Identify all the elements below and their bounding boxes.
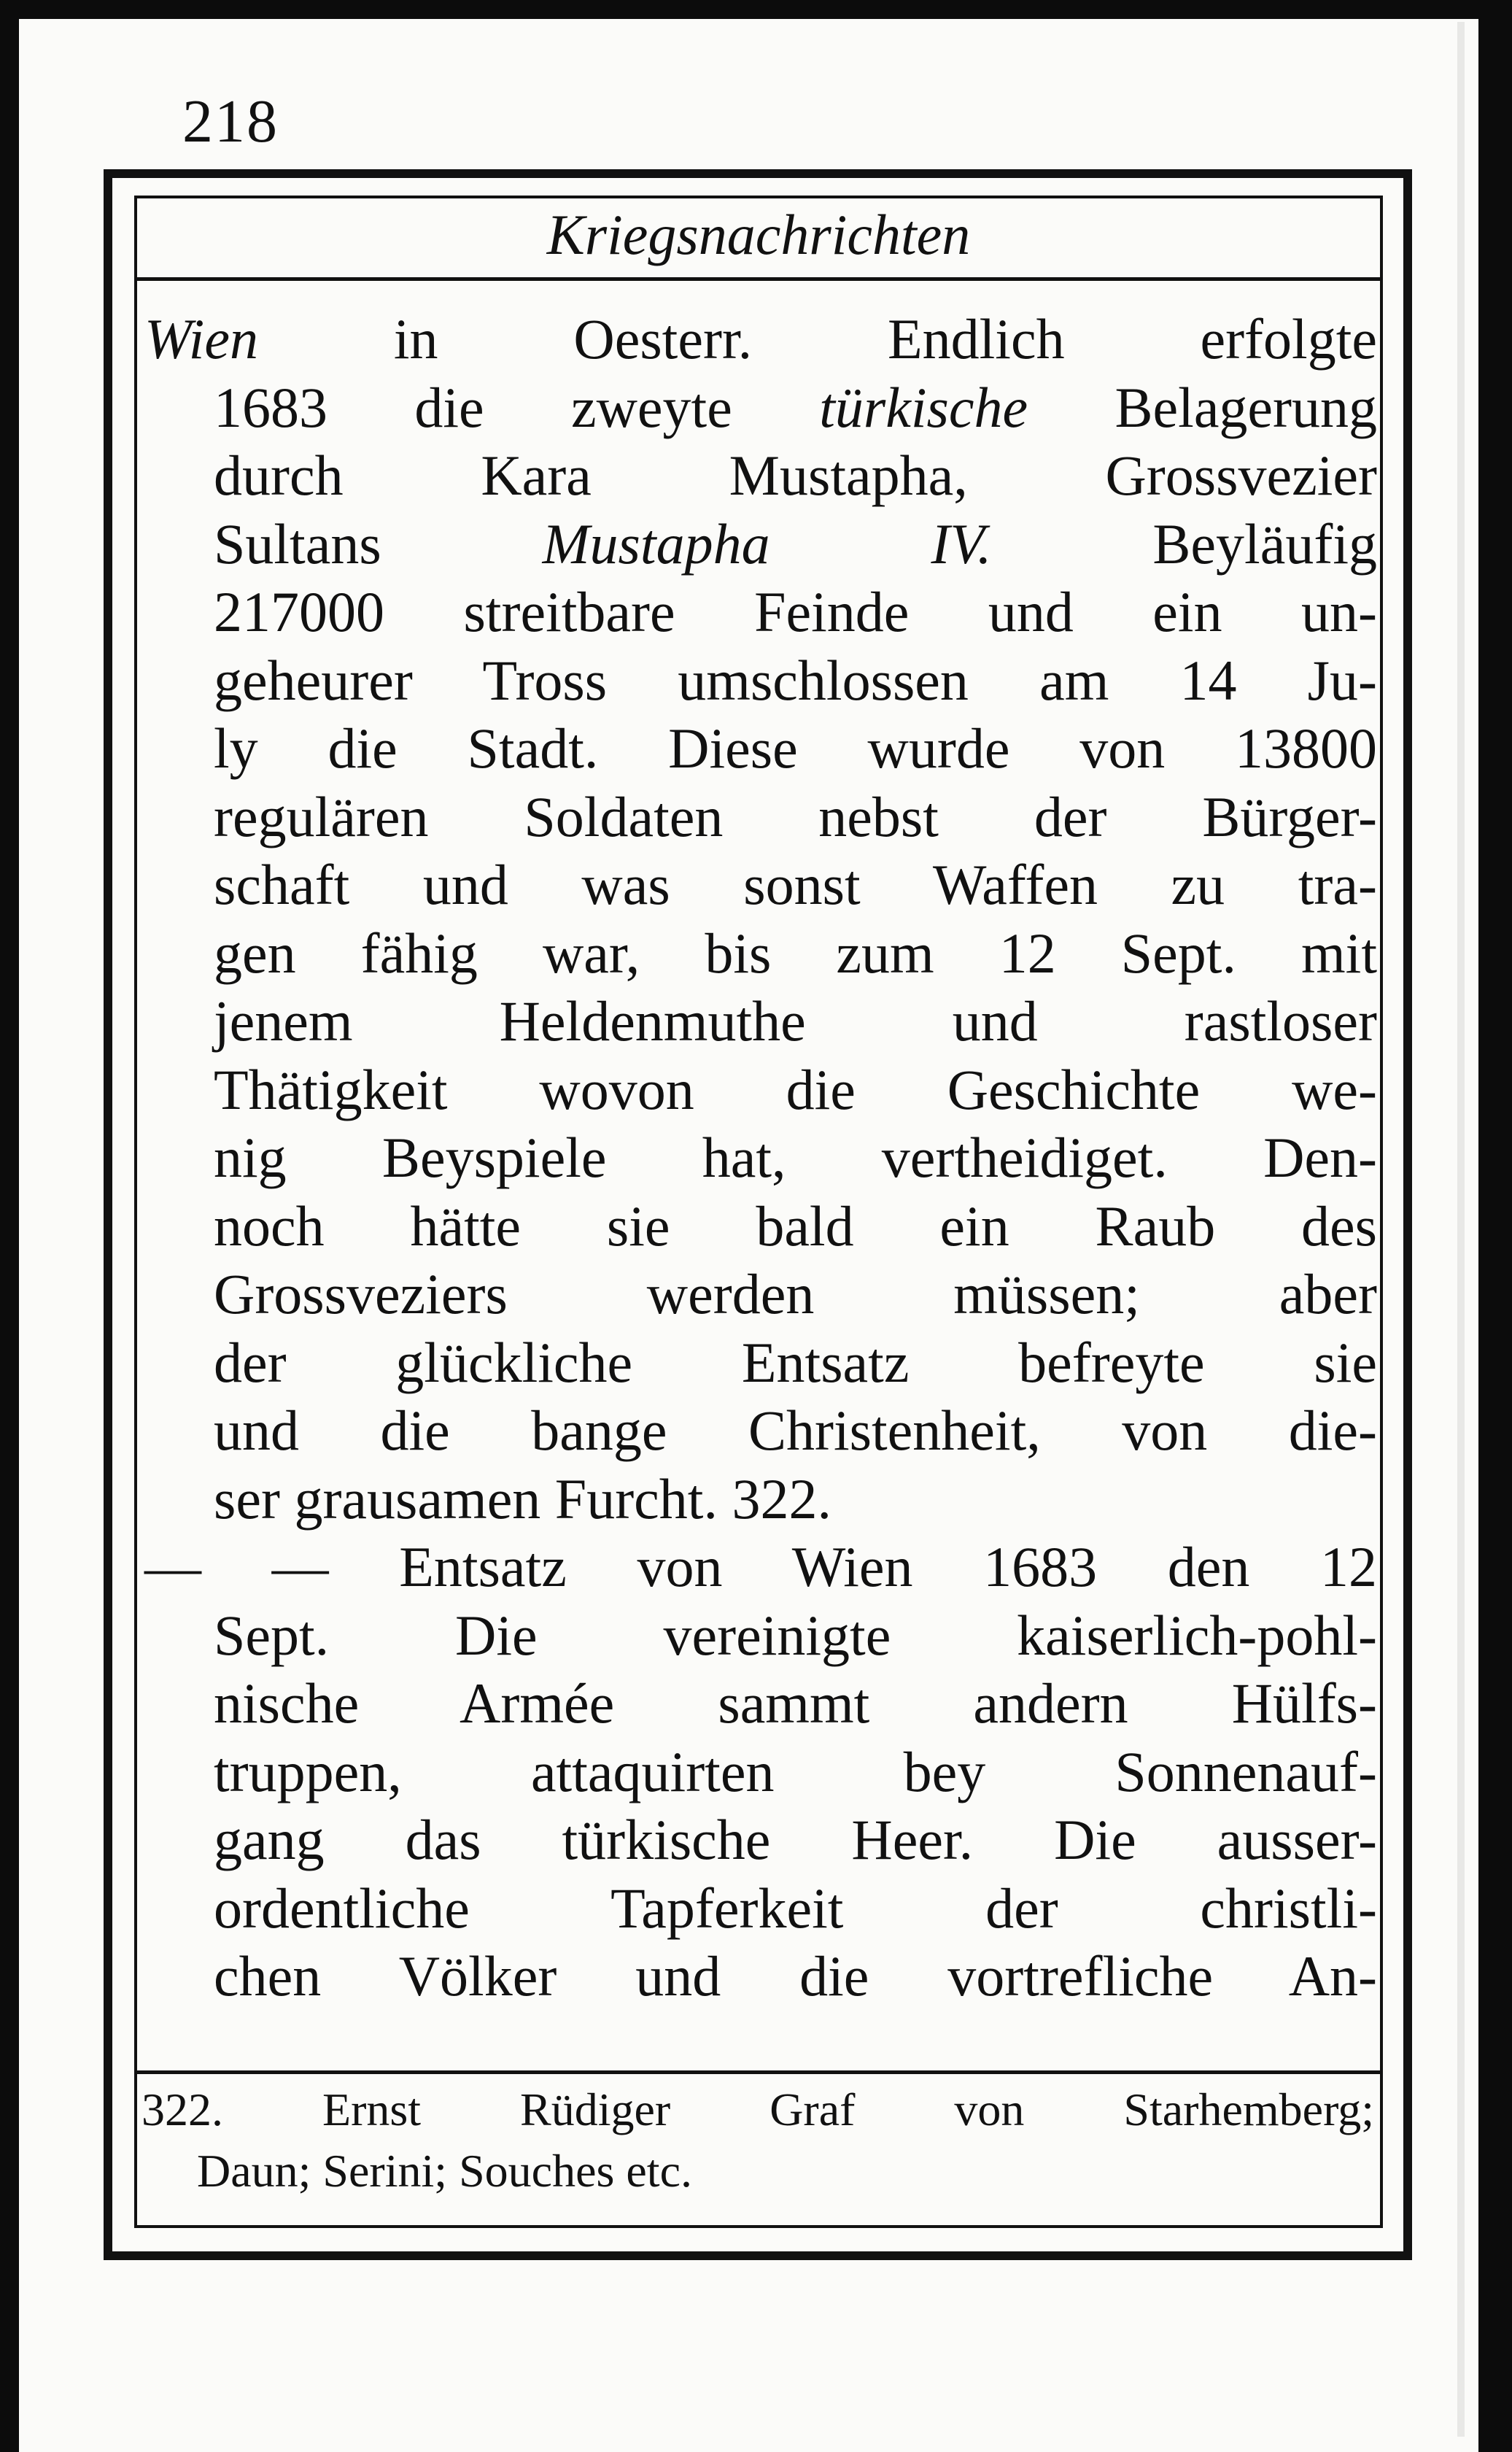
text-line: ser grausamen Furcht. 322. bbox=[214, 1466, 831, 1531]
text-line: 217000 streitbare Feinde und ein un- bbox=[214, 580, 1377, 643]
main-text bbox=[144, 305, 1377, 2011]
text-line: geheurer Tross umschlossen am 14 Ju- bbox=[214, 648, 1377, 712]
scan-edge-left bbox=[0, 0, 19, 2452]
running-header: Kriegsnachrichten bbox=[546, 203, 971, 266]
text-line bbox=[144, 305, 1377, 374]
text-line: regulären Soldaten nebst der Bürger- bbox=[214, 784, 1377, 848]
text-line: chen Völker und die vortrefliche An- bbox=[214, 1944, 1377, 2008]
footnote-line: Daun; Serini; Souches etc. bbox=[197, 2145, 692, 2197]
text-line: Grossveziers werden müssen; aber bbox=[214, 1262, 1377, 1326]
text-line: der glückliche Entsatz befreyte sie bbox=[214, 1330, 1377, 1394]
text-line bbox=[144, 510, 1377, 579]
text-line: gen fähig war, bis zum 12 Sept. mit bbox=[214, 921, 1377, 985]
text-line: — — Entsatz von Wien 1683 den 12 bbox=[144, 1535, 1377, 1598]
text-line: nische Armée sammt andern Hülfs- bbox=[214, 1671, 1377, 1735]
text-line: ly die Stadt. Diese wurde von 13800 bbox=[214, 716, 1377, 780]
text-fragment: in Oesterr. Endlich erfolgte bbox=[393, 307, 1377, 371]
text-fragment: 1683 die zweyte bbox=[214, 375, 732, 439]
footnote bbox=[141, 2079, 1374, 2202]
scan-edge-right bbox=[1478, 0, 1512, 2452]
lead-word: Wien bbox=[144, 307, 258, 371]
text-fragment: Beyläufig bbox=[1152, 511, 1377, 576]
italic-fragment: Mustapha IV. bbox=[542, 511, 992, 576]
text-line: truppen, attaquirten bey Sonnenauf- bbox=[214, 1739, 1377, 1803]
text-line: und die bange Christenheit, von die- bbox=[214, 1399, 1377, 1462]
footnote-rule bbox=[134, 2070, 1383, 2074]
footnote-line: 322. Ernst Rüdiger Graf von Starhemberg; bbox=[141, 2084, 1374, 2135]
text-line: schaft und was sonst Waffen zu tra- bbox=[214, 853, 1377, 916]
header-rule bbox=[134, 277, 1383, 281]
text-line: nig Beyspiele hat, vertheidiget. Den- bbox=[214, 1126, 1377, 1189]
text-line: Sept. Die vereinigte kaiserlich-pohl- bbox=[214, 1603, 1377, 1667]
scan-edge-gap bbox=[1457, 22, 1465, 2437]
text-line: noch hätte sie bald ein Raub des bbox=[214, 1194, 1377, 1258]
text-line: ordentliche Tapferkeit der christli- bbox=[214, 1876, 1377, 1940]
text-fragment: Belagerung bbox=[1114, 375, 1378, 439]
text-line: jenem Heldenmuthe und rastloser bbox=[214, 989, 1377, 1053]
text-line bbox=[144, 374, 1377, 442]
italic-fragment: türkische bbox=[819, 375, 1028, 439]
text-line: Thätigkeit wovon die Geschichte we- bbox=[214, 1057, 1377, 1121]
page-number: 218 bbox=[182, 88, 279, 155]
text-line: durch Kara Mustapha, Grossvezier bbox=[214, 444, 1377, 507]
scan-edge-top bbox=[0, 0, 1512, 19]
text-line: gang das türkische Heer. Die ausser- bbox=[214, 1808, 1377, 1871]
text-fragment: Sultans bbox=[214, 511, 381, 576]
